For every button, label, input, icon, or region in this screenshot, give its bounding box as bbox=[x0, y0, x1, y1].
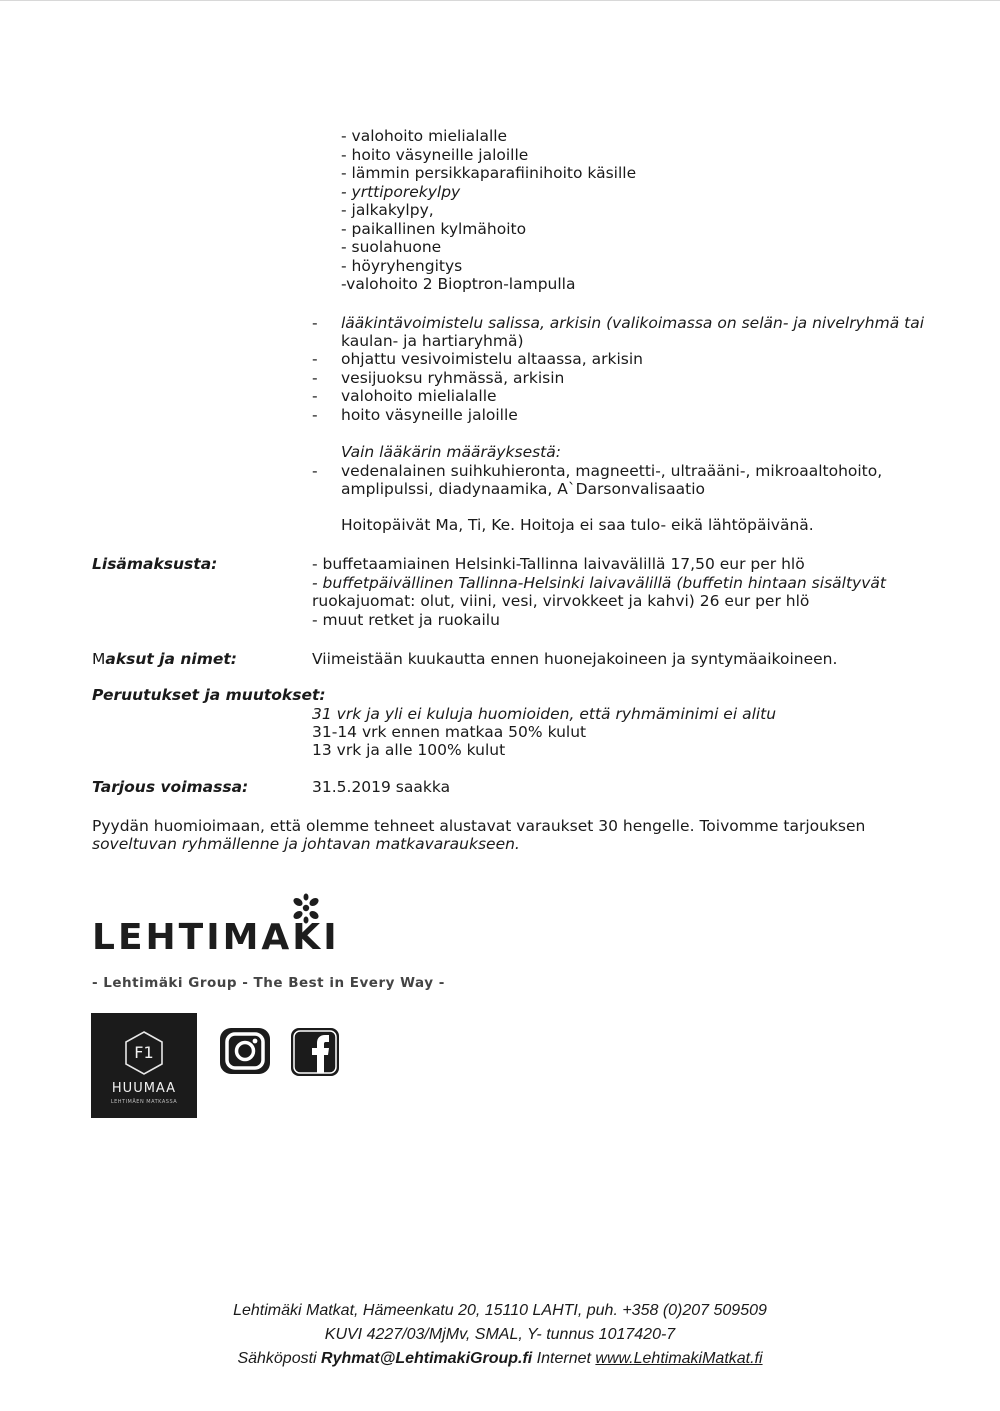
page-top-edge bbox=[0, 0, 1000, 1]
list-dash: - bbox=[312, 350, 318, 368]
list-dash: - bbox=[312, 406, 318, 424]
list-dash: - bbox=[312, 369, 318, 387]
list-dash: - bbox=[312, 462, 318, 480]
activity-item-5: hoito väsyneille jaloille bbox=[341, 406, 518, 424]
badge-subtitle: LEHTIMÄEN MATKASSA bbox=[110, 1099, 178, 1105]
treatment-item: - hoito väsyneille jaloille bbox=[341, 146, 529, 164]
cancellations-line: 13 vrk ja alle 100% kulut bbox=[312, 741, 506, 759]
treatment-item: -valohoito 2 Bioptron-lampulla bbox=[341, 275, 576, 293]
treatment-item: - valohoito mielialalle bbox=[341, 127, 508, 145]
footer-email[interactable]: Ryhmat@LehtimakiGroup.fi bbox=[321, 1350, 533, 1367]
list-dash: - bbox=[312, 387, 318, 405]
extras-line: ruokajuomat: olut, viini, vesi, virvokkeet ja kahvi) 26 eur per hlö bbox=[312, 592, 810, 610]
footer-email-label: Sähköposti bbox=[237, 1350, 322, 1367]
list-dash: - bbox=[312, 314, 318, 332]
activity-item-1 bbox=[341, 314, 924, 332]
payments-label bbox=[92, 650, 237, 668]
footer-internet-label: Internet bbox=[532, 1350, 596, 1367]
activity-text: salissa, arkisin (valikoimassa on selän- ja nivelryhmä tai bbox=[488, 314, 925, 332]
closing-line: soveltuvan ryhmällenne ja johtavan matkavaraukseen. bbox=[92, 835, 520, 853]
cancellations-line: 31 vrk ja yli ei kuluja huomioiden, että ryhmäminimi ei alitu bbox=[312, 705, 777, 723]
treatment-item: - lämmin persikkaparafiinihoito käsille bbox=[341, 164, 637, 182]
doctor-item: vedenalainen suihkuhieronta, magneetti-, ultraääni-, mikroaaltohoito, bbox=[341, 462, 883, 480]
activity-item-1-cont: kaulan- ja hartiaryhmä) bbox=[341, 332, 524, 350]
doctor-item-cont: amplipulssi, diadynaamika, A`Darsonvalisaatio bbox=[341, 480, 706, 498]
cancellations-line: 31-14 vrk ennen matkaa 50% kulut bbox=[312, 723, 587, 741]
treatment-days: Hoitopäivät Ma, Ti, Ke. Hoitoja ei saa tulo- eikä lähtöpäivänä. bbox=[341, 516, 814, 534]
cancellations-label: Peruutukset ja muutokset: bbox=[92, 686, 326, 704]
validity-text: 31.5.2019 saakka bbox=[312, 778, 451, 796]
extras-line: - buffetpäivällinen Tallinna-Helsinki laivavälillä (buffetin hintaan sisältyvät bbox=[312, 574, 886, 592]
activity-text: lääkintävoimistelu bbox=[341, 314, 489, 332]
instagram-icon[interactable] bbox=[218, 1026, 272, 1076]
payments-label-initial: M bbox=[92, 650, 106, 668]
extras-line: - muut retket ja ruokailu bbox=[312, 611, 500, 629]
footer-contact bbox=[0, 1348, 1000, 1370]
activity-item-4: valohoito mielialalle bbox=[341, 387, 497, 405]
closing-line: Pyydän huomioimaan, että olemme tehneet alustavat varaukset 30 hengelle. Toivomme tarjouksen bbox=[92, 817, 866, 835]
payments-text: Viimeistään kuukautta ennen huonejakoineen ja syntymäaikoineen. bbox=[312, 650, 838, 668]
footer-address: Lehtimäki Matkat, Hämeenkatu 20, 15110 LAHTI, puh. +358 (0)207 509509 bbox=[233, 1302, 767, 1319]
footer-website-link[interactable]: www.LehtimakiMatkat.fi bbox=[595, 1350, 763, 1367]
treatment-item: - suolahuone bbox=[341, 238, 442, 256]
company-tagline: - Lehtimäki Group - The Best in Every Way - bbox=[92, 975, 445, 991]
badge-f1-text: F1 bbox=[134, 1043, 154, 1062]
activity-item-2: ohjattu vesivoimistelu altaassa, arkisin bbox=[341, 350, 643, 368]
treatment-item: - yrttiporekylpy bbox=[341, 183, 461, 201]
footer-registration: KUVI 4227/03/MjMv, SMAL, Y- tunnus 1017420-7 bbox=[324, 1326, 676, 1343]
activity-item-3: vesijuoksu ryhmässä, arkisin bbox=[341, 369, 565, 387]
extras-line: - buffetaamiainen Helsinki-Tallinna laivavälillä 17,50 eur per hlö bbox=[312, 555, 805, 573]
doctor-heading: Vain lääkärin määräyksestä: bbox=[341, 443, 561, 461]
facebook-icon[interactable] bbox=[289, 1026, 341, 1078]
company-wordmark: LEHTIMAKI bbox=[92, 917, 340, 958]
badge-name: HUUMAA bbox=[111, 1081, 177, 1096]
treatment-item: - jalkakylpy, bbox=[341, 201, 434, 219]
validity-label: Tarjous voimassa: bbox=[92, 778, 249, 796]
payments-label-rest: aksut ja nimet: bbox=[105, 650, 237, 668]
treatment-item: - höyryhengitys bbox=[341, 257, 463, 275]
huumaa-badge bbox=[91, 1013, 197, 1118]
extras-label: Lisämaksusta: bbox=[92, 555, 218, 573]
treatment-item: - paikallinen kylmähoito bbox=[341, 220, 527, 238]
